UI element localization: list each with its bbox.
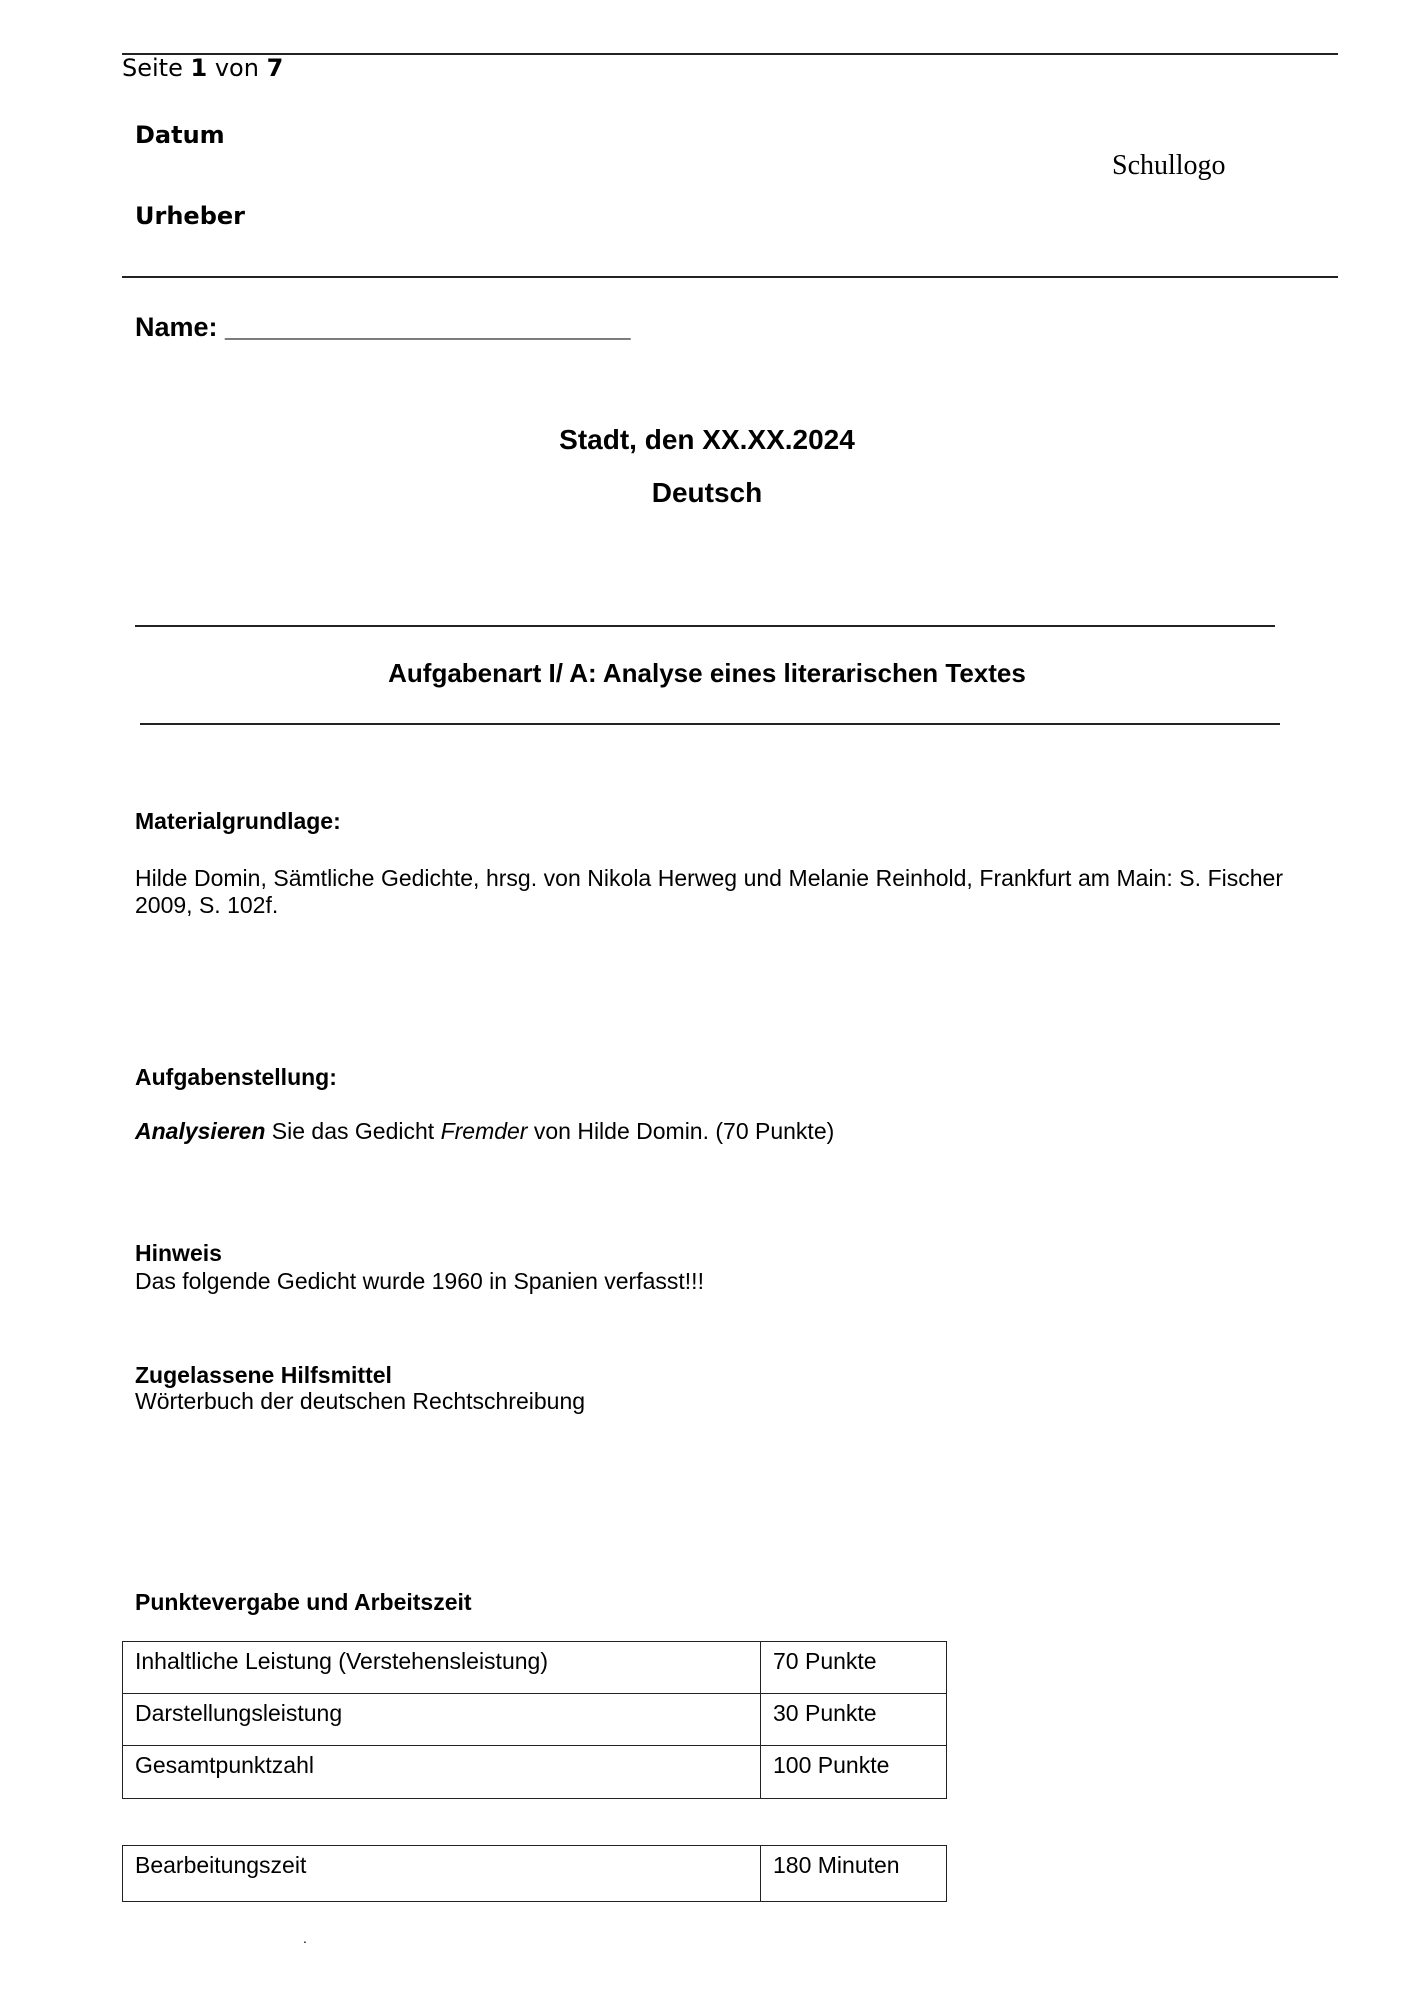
- assignment-verb: Analysieren: [135, 1118, 266, 1144]
- name-field[interactable]: [135, 312, 630, 343]
- points-table: [122, 1641, 947, 1799]
- task-type-title: Aufgabenart I/ A: Analyse eines literarischen Textes: [388, 658, 1026, 688]
- hint-heading: Hinweis: [135, 1240, 222, 1266]
- subject-title: Deutsch: [651, 477, 763, 508]
- date-line: Stadt, den XX.XX.2024: [559, 424, 855, 455]
- page-prefix: Seite: [122, 54, 183, 82]
- material-text: Hilde Domin, Sämtliche Gedichte, hrsg. von Nikola Herweg und Melanie Reinhold, Frankfurt am Main: S. Fischer 2009, S. 102f.: [135, 865, 1283, 918]
- header-bottom-rule: [122, 276, 1338, 278]
- page-counter: [122, 54, 283, 82]
- assignment-heading: Aufgabenstellung:: [135, 1064, 337, 1090]
- aids-text: Wörterbuch der deutschen Rechtschreibung: [135, 1388, 586, 1414]
- header-top-rule: [122, 53, 1338, 55]
- poem-title: Fremder: [440, 1118, 528, 1144]
- time-label: Bearbeitungszeit: [123, 1846, 761, 1902]
- page-total: 7: [266, 54, 284, 82]
- assignment-text-after: von Hilde Domin. (70 Punkte): [527, 1118, 835, 1144]
- assignment-text-before: Sie das Gedicht: [265, 1118, 441, 1144]
- points-heading: Punktevergabe und Arbeitszeit: [135, 1589, 472, 1615]
- time-table: [122, 1845, 947, 1902]
- footer-mark: .: [303, 1930, 307, 1946]
- table-row: [123, 1694, 947, 1746]
- author-label: Urheber: [135, 202, 245, 230]
- task-rule-top: [135, 625, 1275, 627]
- points-row-label: Inhaltliche Leistung (Verstehensleistung): [123, 1642, 761, 1694]
- page-current: 1: [190, 54, 208, 82]
- assignment-text: [135, 1118, 834, 1145]
- aids-heading: Zugelassene Hilfsmittel: [135, 1362, 392, 1388]
- name-label: Name:: [135, 312, 218, 342]
- table-row: [123, 1642, 947, 1694]
- table-row: [123, 1846, 947, 1902]
- task-rule-bottom: [140, 723, 1280, 725]
- points-row-label: Gesamtpunktzahl: [123, 1746, 761, 1799]
- date-label: Datum: [135, 121, 225, 149]
- points-row-value: 70 Punkte: [761, 1642, 947, 1694]
- school-logo: Schullogo: [1112, 150, 1226, 181]
- table-row: [123, 1746, 947, 1799]
- points-row-label: Darstellungsleistung: [123, 1694, 761, 1746]
- name-blank[interactable]: ___________________________: [225, 312, 631, 342]
- points-row-value: 100 Punkte: [761, 1746, 947, 1799]
- material-heading: Materialgrundlage:: [135, 808, 341, 834]
- hint-text: Das folgende Gedicht wurde 1960 in Spanien verfasst!!!: [135, 1268, 704, 1294]
- points-row-value: 30 Punkte: [761, 1694, 947, 1746]
- page-of: von: [214, 54, 259, 82]
- time-value: 180 Minuten: [761, 1846, 947, 1902]
